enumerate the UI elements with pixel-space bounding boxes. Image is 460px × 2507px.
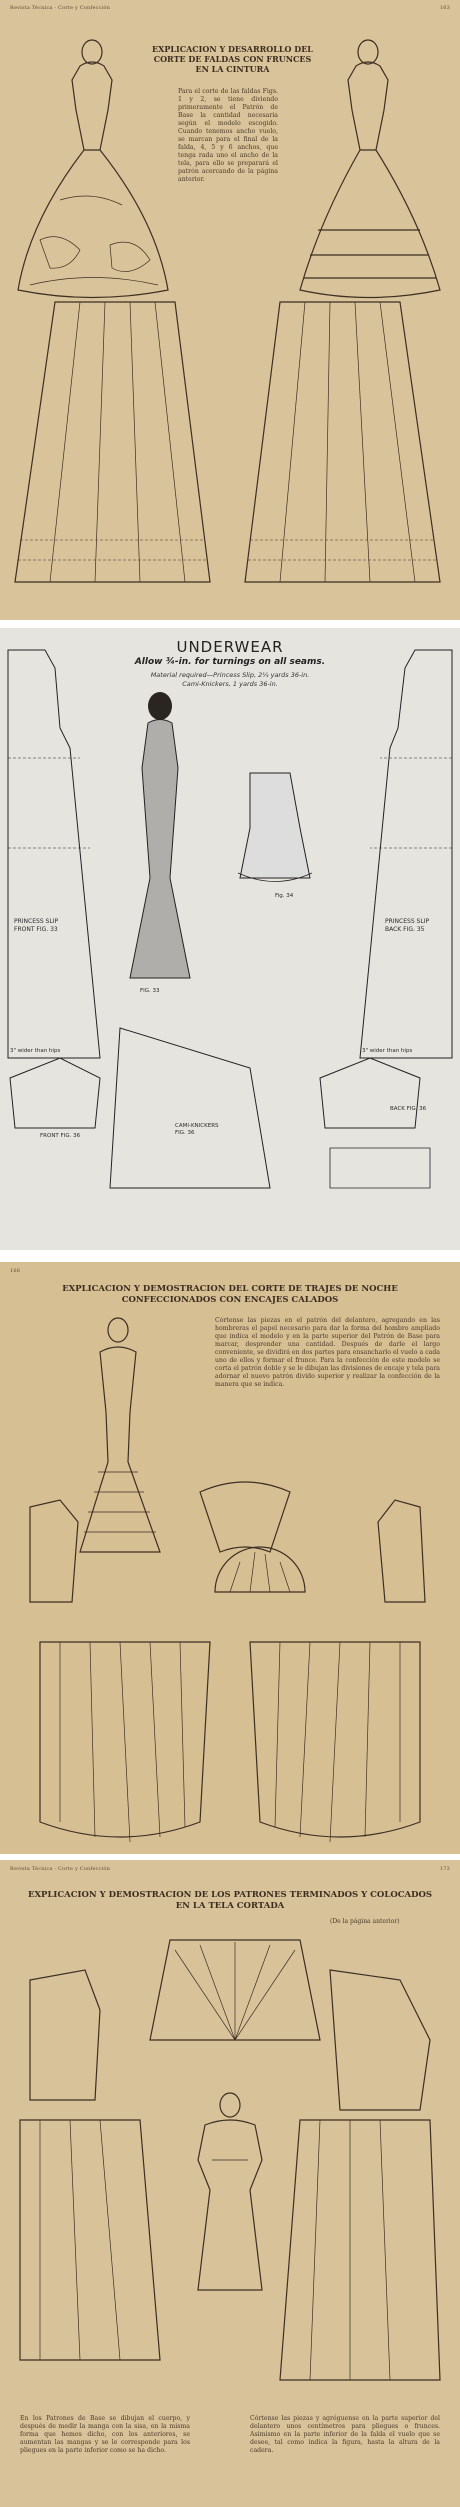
- skirt-illustration: [0, 0, 460, 620]
- flared-piece-left: [40, 1642, 210, 1842]
- finished-patterns-illustration: [0, 1860, 460, 2507]
- skirt-pattern-left: [15, 302, 210, 582]
- right-gown-figure: [300, 40, 440, 298]
- body-text-left: En los Patrones de Base se dibujan el cuerpo, y después de medir la manga con la sisa, en la misma forma que hemos dicho, con los anteriores, se aumentan las mangas y se le corresponde para los pliegues en la parte inferior como se ha dicho.: [20, 2415, 190, 2454]
- back-slip-label: PRINCESS SLIP BACK FIG. 35: [385, 918, 430, 933]
- underwear-diagrams: [0, 628, 460, 1250]
- back36-label: BACK FIG. 36: [390, 1106, 427, 1112]
- body-text-right: Córtense las piezas y agréguense en la parte superior del delantero unos centímetros para pliegues o frunces. Asimismo en la parte inferior de la falda el vuelo que se desee, tal como indica la figura, hasta la altura de la cadera.: [250, 2415, 440, 2454]
- body-text: Córtense las piezas en el patrón del delantero, agregando en las hombreras el papel necesario para dar la forma del hombro ampliado que indica el modelo y en la parte superior del Patrón de Base para marcar, desprender una cantidad. Después de darle el largo conveniente, se dividirá en dos partes para ensancharlo el vuelo a cada uno de ellos y formar el frunce. Para la confección de este modelo se corta el patrón doble y se le dibujan las divisiones de encaje y tela para adornar el nuevo patrón divido superior y realizar la confección de la manera que se indica.: [215, 1317, 440, 1388]
- gown-illustration: [0, 1262, 460, 1854]
- finished-dress-figure: [198, 2093, 262, 2290]
- page-title: EXPLICACION Y DEMOSTRACION DE LOS PATRONES TERMINADOS Y COLOCADOS EN LA TELA CORTADA: [27, 1890, 432, 1911]
- slip-figure: [130, 692, 190, 978]
- page-finished-patterns: [0, 1860, 460, 2507]
- cami-knickers-figure: [238, 773, 312, 882]
- material-line-2: Cami-Knickers, 1 yards 36-in.: [182, 680, 278, 688]
- page-skirt-patterns: [0, 0, 460, 620]
- page-title: EXPLICACION Y DEMOSTRACION DEL CORTE DE TRAJES DE NOCHE CONFECCIONADOS CON ENCAJES CALADOS: [62, 1284, 398, 1305]
- fig34-label: Fig. 34: [275, 893, 294, 899]
- continued-note: (De la página anterior): [330, 1918, 400, 1925]
- page-number: 166: [10, 1268, 21, 1274]
- page-number: 173: [439, 1866, 450, 1872]
- wider-hips-left: 3" wider than hips: [10, 1048, 61, 1054]
- camiknickers-label: CAMI-KNICKERS FIG. 36: [175, 1123, 219, 1136]
- skirt-pattern-right: [245, 302, 440, 582]
- left-gown-figure: [18, 40, 168, 298]
- flared-piece-right: [250, 1642, 420, 1842]
- fig33-label: FIG. 33: [140, 988, 160, 994]
- page-evening-gowns: [0, 1262, 460, 1854]
- page-title: EXPLICACION Y DESARROLLO DEL CORTE DE FALDAS CON FRUNCES EN LA CINTURA: [152, 44, 313, 74]
- running-header: Revista Técnica · Corte y Confección 173: [10, 1866, 450, 1872]
- body-text: Para el corte de las faldas Figs. 1 y 2, se tiene diviendo primeramente el Patrón de Base la cantidad necesaria según el modelo escogido. Cuando tenemos ancho vuelo, se marcan para el final de la falda, 4, 5 y 6 anchos, que tenga rada uno el ancho de la tela, para ello se preparará el patrón acercando de la página anterior.: [178, 88, 278, 183]
- page-number: 163: [439, 5, 450, 11]
- section-heading: UNDERWEAR: [176, 638, 284, 656]
- wider-hips-right: 3" wider than hips: [362, 1048, 413, 1054]
- front-slip-label: PRINCESS SLIP FRONT FIG. 33: [14, 918, 59, 933]
- lace-gown-figure: [80, 1318, 160, 1552]
- running-header: Revista Técnica · Corte y Confección 163: [10, 5, 450, 11]
- seam-allowance-note: Allow ¾-in. for turnings on all seams.: [134, 657, 326, 667]
- material-line-1: Material required—Princess Slip, 2¼ yards 36-in.: [150, 671, 310, 679]
- front36-label: FRONT FIG. 36: [40, 1133, 81, 1139]
- page-underwear: [0, 628, 460, 1250]
